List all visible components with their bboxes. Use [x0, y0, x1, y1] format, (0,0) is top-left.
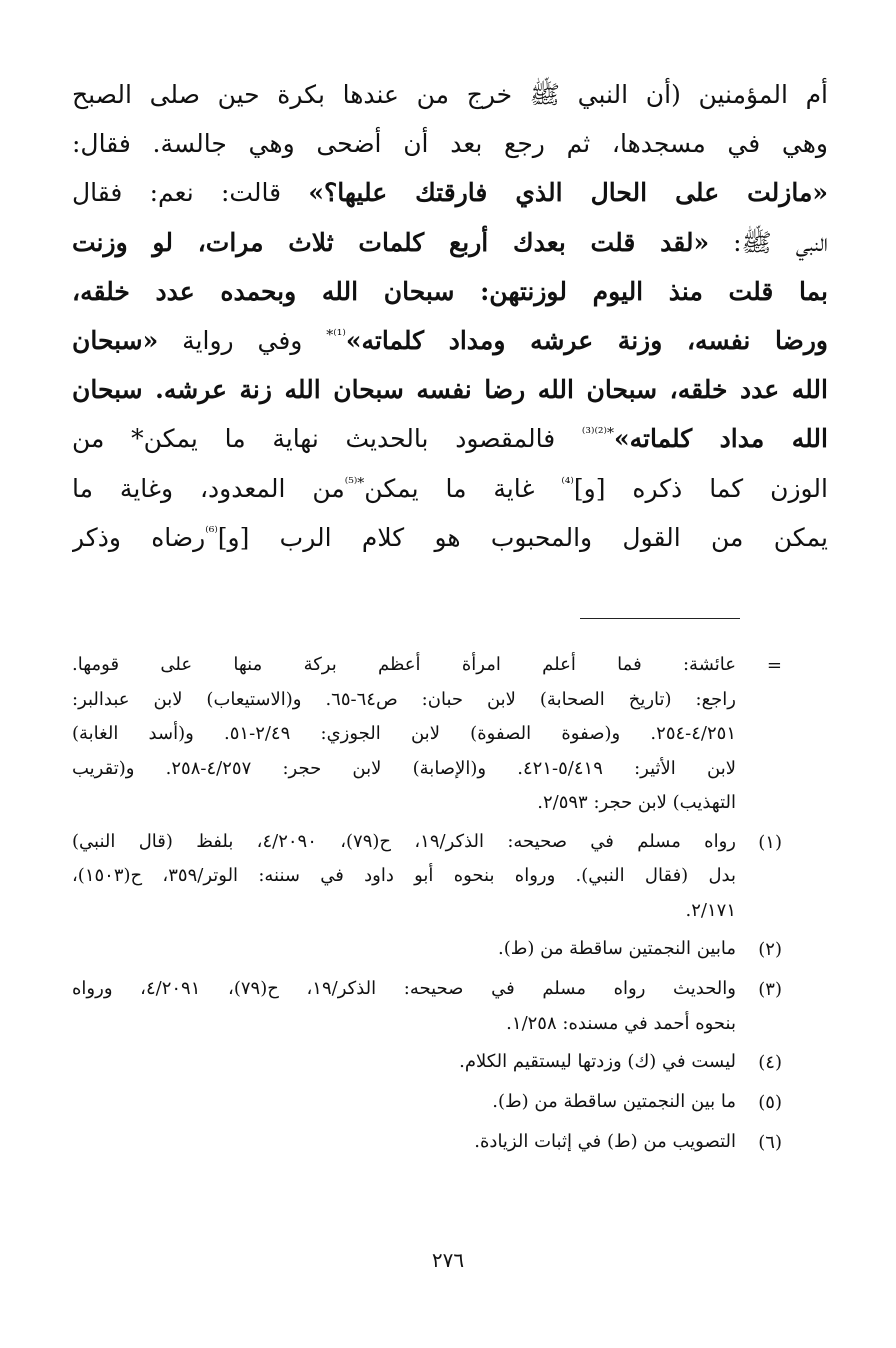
text-segment: فالمقصود بالحديث نهاية ما يمكن* من	[72, 424, 582, 454]
text-line	[72, 464, 828, 513]
text-segment: بما قلت منذ اليوم لوزنتهن: سبحان الله وبحمده عدد خلقه،	[72, 276, 828, 306]
text-segment: الله مداد كلماته»	[613, 424, 828, 454]
footnote	[72, 932, 782, 968]
footnote-line: التهذيب) لابن حجر: ٢/٥٩٣.	[537, 792, 736, 813]
text-line	[72, 267, 828, 316]
text-segment: النبي ﷺ:	[709, 227, 828, 257]
footnote-line: التصويب من (ط) في إثبات الزيادة.	[474, 1131, 736, 1152]
text-line	[72, 119, 828, 168]
footnote	[72, 1045, 782, 1081]
footnote-number: (٦)	[758, 1132, 782, 1153]
text-segment: غاية ما يمكن	[364, 473, 562, 503]
text-segment: رضاه وذكر	[72, 522, 206, 552]
text-segment: قالت: نعم: فقال	[72, 178, 309, 208]
text-segment: وهي في مسجدها، ثم رجع بعد أن أضحى وهي جالسة. فقال:	[72, 129, 828, 159]
footnote-line: ٤/٢٥١-٢٥٤. و(صفوة الصفوة) لابن الجوزي: ٢/٤٩-٥١. و(أسد الغابة)	[72, 723, 736, 744]
footnote-ref: ⁽¹⁾*	[326, 327, 346, 344]
main-text	[72, 70, 828, 562]
footnote-line: بدل (فقال النبي). ورواه بنحوه أبو داود في سننه: الوتر/٣٥٩، ح(١٥٠٣)،	[72, 865, 736, 886]
footnote-number: (٣)	[758, 979, 782, 1000]
text-line	[72, 414, 828, 463]
footnote	[72, 648, 782, 821]
text-segment: الوزن كما ذكره [و]	[573, 473, 828, 503]
text-segment: أم المؤمنين (أن النبي ﷺ خرج من عندها بكرة حين صلى الصبح	[72, 80, 828, 109]
footnote-line: ٢/١٧١.	[685, 899, 736, 921]
footnote-line: ما بين النجمتين ساقطة من (ط).	[492, 1091, 736, 1112]
text-line	[72, 316, 828, 365]
footnote-ref: ⁽⁶⁾	[205, 524, 218, 541]
footnote	[72, 1125, 782, 1161]
footnote-line: عائشة: فما أعلم امرأة أعظم بركة منها على قومها.	[72, 654, 736, 675]
text-line	[72, 218, 828, 267]
footnote-ref: *⁽²⁾⁽³⁾	[581, 425, 614, 442]
text-segment: ورضا نفسه، وزنة عرشه ومداد كلماته»	[345, 325, 828, 355]
text-segment: وفي رواية	[158, 325, 327, 355]
footnote-ref: ⁽⁴⁾	[561, 475, 574, 492]
text-line	[72, 168, 828, 217]
text-segment: من المعدود، وغاية ما	[72, 473, 345, 503]
text-line	[72, 513, 828, 562]
footnote-number: (٢)	[758, 939, 782, 960]
footnote-ref: *⁽⁵⁾	[344, 475, 365, 492]
footnote	[72, 972, 782, 1041]
text-segment: «سبحان	[72, 325, 159, 355]
footnote-line: راجع: (تاريخ الصحابة) لابن حبان: ص٦٤-٦٥. و(الاستيعاب) لابن عبدالبر:	[72, 688, 736, 710]
footnote-line: بنحوه أحمد في مسنده: ١/٢٥٨.	[506, 1012, 736, 1034]
text-segment: يمكن من القول والمحبوب هو كلام الرب [و]	[217, 522, 828, 552]
text-line	[72, 70, 828, 119]
page-number: ٢٧٦	[431, 1248, 465, 1272]
footnote	[72, 1085, 782, 1121]
footnote-number: (١)	[758, 831, 782, 853]
footnote-line: مابين النجمتين ساقطة من (ط).	[497, 938, 736, 959]
text-segment: «لقد قلت بعدك أربع كلمات ثلاث مرات، لو وزنت	[72, 227, 710, 257]
footnote-number: =	[766, 655, 782, 676]
footnote-line: والحديث رواه مسلم في صحيحه: الذكر/١٩، ح(٧٩)، ٤/٢٠٩١، ورواه	[72, 978, 736, 999]
footnote-line: ليست في (ك) وزدتها ليستقيم الكلام.	[459, 1051, 736, 1072]
footnote-line: لابن الأثير: ٥/٤١٩-٤٢١. و(الإصابة) لابن حجر: ٤/٢٥٧-٢٥٨. و(تقريب	[72, 757, 736, 779]
footnote-number: (٥)	[758, 1092, 782, 1113]
footnote	[72, 825, 782, 929]
footnote-line: رواه مسلم في صحيحه: الذكر/١٩، ح(٧٩)، ٤/٢٠٩٠، بلفظ (قال النبي)	[72, 830, 736, 852]
text-line	[72, 365, 828, 414]
footnotes	[72, 648, 782, 1165]
text-segment: «مازلت على الحال الذي فارقتك عليها؟»	[308, 178, 828, 208]
footnote-separator	[580, 618, 740, 619]
text-segment: الله عدد خلقه، سبحان الله رضا نفسه سبحان الله زنة عرشه. سبحان	[72, 375, 828, 405]
footnote-number: (٤)	[758, 1052, 782, 1073]
